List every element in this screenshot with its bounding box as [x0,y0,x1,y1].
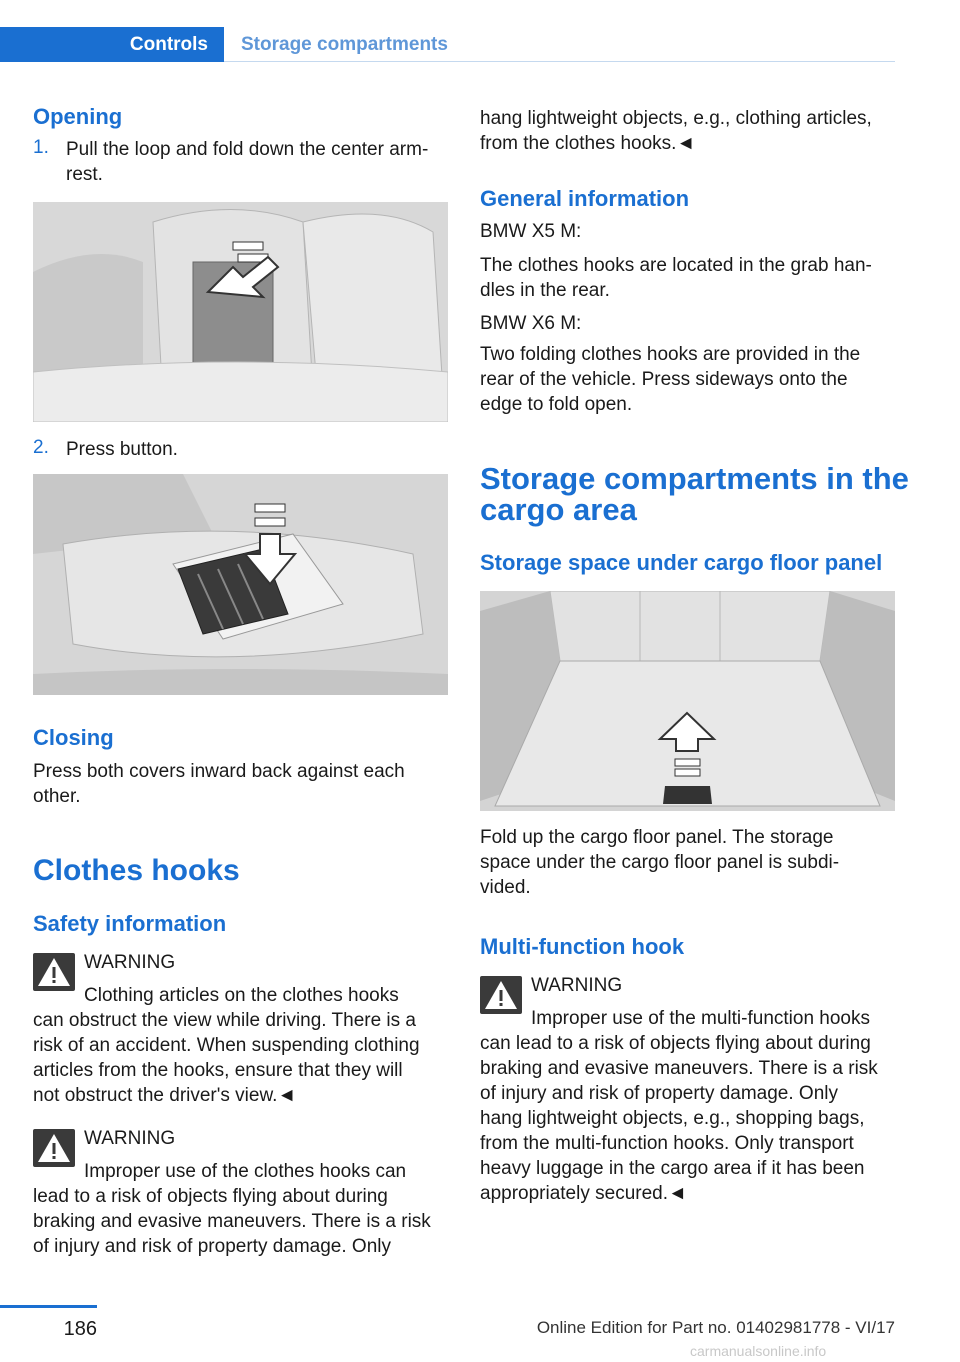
step-number: 2. [33,437,49,458]
closing-text: other. [33,786,81,807]
warning-triangle-icon [480,976,522,1014]
cargo-floor-figure [480,591,895,811]
opening-heading: Opening [33,104,123,129]
warning-text: Improper use of the clothes hooks can [84,1161,407,1182]
warning-text: appropriately secured.◄ [480,1183,687,1204]
warning-text: can obstruct the view while driving. There is a [33,1010,416,1031]
cargo-area-heading: cargo area [480,492,637,527]
warning-text: Improper use of the multi-function hooks [531,1008,871,1029]
safety-information-heading: Safety information [33,911,227,936]
model-label: BMW X6 M: [480,313,582,334]
body-text: rear of the vehicle. Press sideways onto the [480,369,848,390]
general-information-heading: General information [480,186,690,211]
body-text: Fold up the cargo floor panel. The storage [480,827,834,848]
clothes-hooks-heading: Clothes hooks [33,854,240,887]
warning-text: articles from the hooks, ensure that they will [33,1060,403,1081]
body-text: edge to fold open. [480,394,633,415]
multi-function-hook-heading: Multi-function hook [480,934,685,959]
under-floor-heading: Storage space under cargo floor panel [480,550,883,575]
warning-text: from the multi-function hooks. Only transport [480,1133,854,1154]
warning-title: WARNING [84,952,176,973]
warning-text: of injury and risk of property damage. Only [33,1236,392,1257]
rear-seat-armrest-figure [33,202,448,422]
step-number: 1. [33,137,49,158]
closing-heading: Closing [33,725,114,750]
tab-controls[interactable]: Controls [0,27,224,62]
body-text: vided. [480,877,531,898]
footer-rule [0,1305,97,1308]
body-text: Two folding clothes hooks are provided in the [480,344,861,365]
edition-text: Online Edition for Part no. 01402981778 - VI/17 [536,1318,895,1337]
step-text: Press button. [66,439,178,460]
body-text: dles in the rear. [480,280,610,301]
body-text: hang lightweight objects, e.g., clothing articles, [480,108,872,129]
warning-triangle-icon [33,1129,75,1167]
warning-text: braking and evasive maneuvers. There is a risk [33,1211,431,1232]
armrest-button-figure [33,474,448,695]
header-divider [224,61,895,62]
warning-text: Clothing articles on the clothes hooks [84,985,399,1006]
watermark: carmanualsonline.info [690,1343,827,1359]
warning-triangle-icon [33,953,75,991]
warning-text: braking and evasive maneuvers. There is a risk [480,1058,878,1079]
warning-text: hang lightweight objects, e.g., shopping bags, [480,1108,865,1129]
step-text: Pull the loop and fold down the center arm‐ [66,139,429,160]
model-label: BMW X5 M: [480,221,582,242]
closing-text: Press both covers inward back against each [33,761,405,782]
warning-title: WARNING [84,1128,176,1149]
warning-text: heavy luggage in the cargo area if it has been [480,1158,865,1179]
warning-text: of injury and risk of property damage. Only [480,1083,839,1104]
warning-text: lead to a risk of objects flying about during [33,1186,388,1207]
body-text: The clothes hooks are located in the grab han‐ [480,255,872,276]
cargo-area-heading: Storage compartments in the [480,461,909,496]
step-text: rest. [66,164,103,185]
warning-text: can lead to a risk of objects flying about during [480,1033,871,1054]
warning-text: risk of an accident. When suspending clothing [33,1035,420,1056]
body-text: from the clothes hooks.◄ [480,133,696,154]
warning-text: not obstruct the driver's view.◄ [33,1085,297,1106]
page-number: 186 [63,1318,97,1340]
tab-storage-compartments[interactable]: Storage compartments [241,33,448,55]
warning-title: WARNING [531,975,623,996]
body-text: space under the cargo floor panel is subdi‐ [480,852,840,873]
